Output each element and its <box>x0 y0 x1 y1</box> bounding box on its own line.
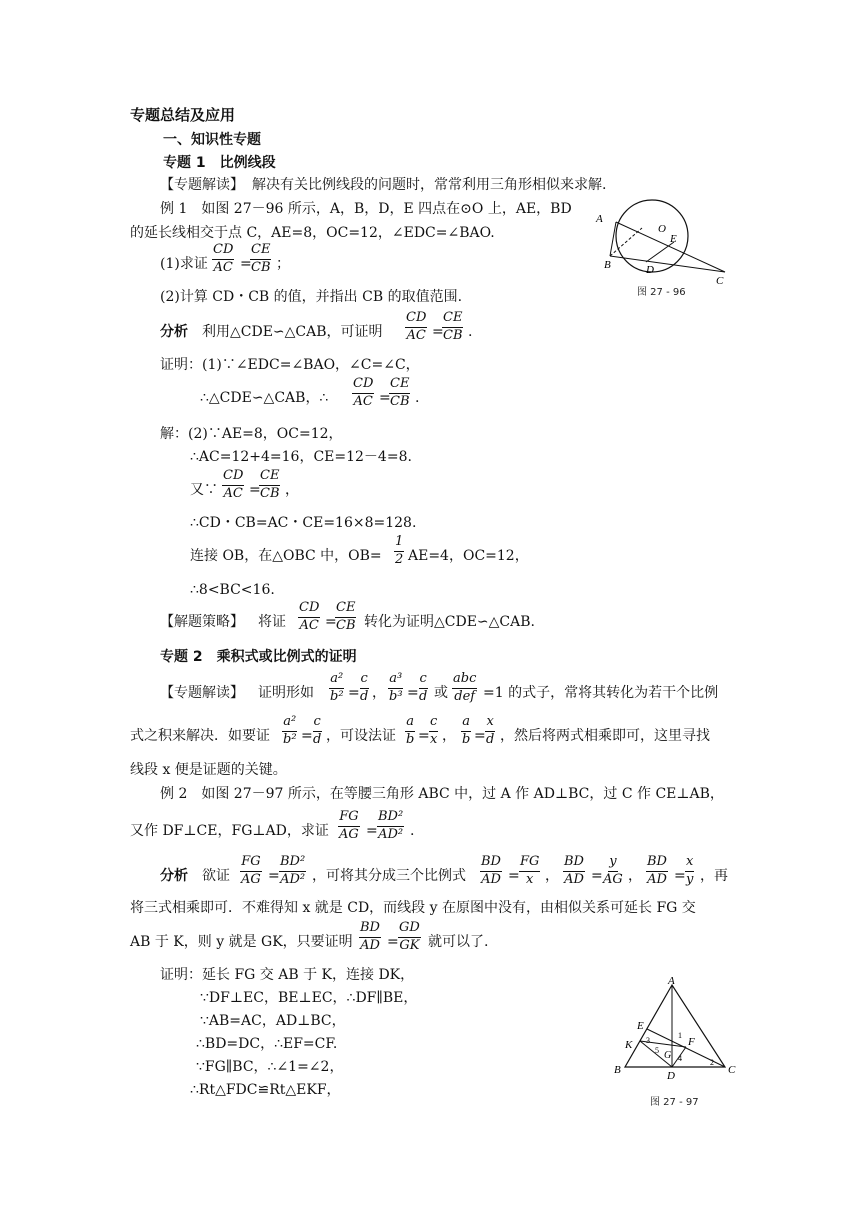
fraction-x-d: x d <box>486 714 495 747</box>
fraction-ce-cb: CE CB <box>251 242 271 275</box>
fraction-bd-ad: BD AD <box>360 920 380 953</box>
example1-line1: 例 1 如图 27－96 所示，A，B，D，E 四点在⊙O 上，AE，BD <box>160 201 572 217</box>
label-B: B <box>604 259 611 271</box>
strategy-text: 转化为证明△CDE∽△CAB. <box>364 614 535 630</box>
figure-caption-97: 图 27 - 97 <box>650 1097 699 1108</box>
fraction-cd-ac: CD AC <box>406 310 427 343</box>
solution-line2: ∴AC=12+4=16，CE=12－4=8. <box>190 449 412 465</box>
section-heading: 一、知识性专题 <box>163 132 261 148</box>
fraction-ce-cb: CE CB <box>336 600 356 633</box>
fraction-cd-ac: CD AC <box>353 376 374 409</box>
figure-27-97 <box>610 975 740 1085</box>
proof2-line5: ∵FG∥BC，∴∠1=∠2， <box>196 1059 344 1075</box>
analysis2-tag: 分析 <box>160 868 188 884</box>
solution-line5b: AE=4，OC=12， <box>408 548 529 564</box>
proof1-line1: 证明：(1)∵∠EDC=∠BAO，∠C=∠C， <box>160 357 420 373</box>
label-A: A <box>668 975 675 987</box>
page-title: 专题总结及应用 <box>130 106 236 124</box>
fraction-cd-ac: CD AC <box>213 242 234 275</box>
fraction-a3-b3: a³ b³ <box>389 671 403 704</box>
label-K: K <box>625 1039 633 1051</box>
label-n3: 3 <box>646 1036 650 1045</box>
label-A: A <box>596 213 603 225</box>
fraction-bd-ad: BD AD <box>564 854 584 887</box>
fraction-c-d: c d <box>419 671 428 704</box>
solution-line1: 解：(2)∵AE=8，OC=12， <box>160 426 343 442</box>
topic1-title: 专题 1 比例线段 <box>163 155 276 171</box>
label-F: F <box>688 1036 695 1048</box>
fraction-x-y: x y <box>686 854 694 887</box>
label-n1: 1 <box>678 1031 682 1040</box>
proof2-line2: ∵DF⊥EC，BE⊥EC，∴DF∥BE， <box>200 990 418 1006</box>
solution-line6: ∴8<BC<16. <box>190 582 275 598</box>
proof2-line3: ∵AB=AC，AD⊥BC， <box>200 1013 346 1029</box>
fraction-one-half: 1 2 <box>395 534 404 567</box>
fraction-ce-cb: CE CB <box>390 376 410 409</box>
question1-prefix: (1)求证 <box>160 256 208 272</box>
solution-line4: ∴CD・CB=AC・CE=16×8=128. <box>190 515 417 531</box>
fraction-bd2-ad2: BD² AD² <box>378 809 404 842</box>
intro2-tag: 【专题解读】 <box>160 685 244 701</box>
fraction-fg-x: FG x <box>520 854 540 887</box>
fraction-gd-gk: GD GK <box>399 920 420 953</box>
figure-caption-96: 图 27 - 96 <box>637 287 686 298</box>
fraction-c-d: c d <box>313 714 322 747</box>
label-G: G <box>664 1050 672 1061</box>
fraction-bd-ad: BD AD <box>481 854 501 887</box>
fraction-fg-ag: FG AG <box>241 854 261 887</box>
label-n2: 2 <box>710 1058 714 1067</box>
question2: (2)计算 CD・CB 的值，并指出 CB 的取值范围. <box>160 289 463 305</box>
fraction-y-ag: y AG <box>603 854 623 887</box>
fraction-a2-b2: a² b² <box>283 714 297 747</box>
label-D: D <box>646 264 654 276</box>
fraction-cd-ac: CD AC <box>223 468 244 501</box>
fraction-bd-ad: BD AD <box>647 854 667 887</box>
fraction-a-b: a b <box>462 714 471 747</box>
strategy-tag: 【解题策略】 <box>160 614 244 630</box>
label-E: E <box>670 233 677 245</box>
example2-line1: 例 2 如图 27－97 所示，在等腰三角形 ABC 中，过 A 作 AD⊥BC，过 C 作 CE⊥AB， <box>160 786 724 802</box>
fraction-fg-ag: FG AG <box>339 809 359 842</box>
fraction-cd-ac: CD AC <box>299 600 320 633</box>
proof2-line4: ∴BD=DC，∴EF=CF. <box>196 1036 338 1052</box>
label-O: O <box>658 223 666 235</box>
label-B: B <box>614 1064 621 1076</box>
fraction-bd2-ad2: BD² AD² <box>280 854 306 887</box>
analysis-tag: 分析 <box>160 324 188 340</box>
intro-tag: 【专题解读】 <box>160 177 244 193</box>
topic2-title: 专题 2 乘积式或比例式的证明 <box>160 649 357 665</box>
fraction-c-x: c x <box>430 714 438 747</box>
fraction-c-d: c d <box>360 671 369 704</box>
label-C: C <box>716 275 724 287</box>
label-n5: 5 <box>655 1046 659 1055</box>
label-D: D <box>667 1070 675 1082</box>
proof2-line6: ∴Rt△FDC≌Rt△EKF， <box>190 1082 341 1098</box>
figure-27-96 <box>590 198 730 288</box>
fraction-ce-cb: CE CB <box>260 468 280 501</box>
analysis-text: 利用△CDE∽△CAB，可证明 <box>202 324 383 340</box>
topic1-intro <box>160 178 606 192</box>
label-n4: 4 <box>678 1054 682 1063</box>
label-C: C <box>728 1064 736 1076</box>
solution-line5a: 连接 OB，在△OBC 中，OB= <box>190 548 382 564</box>
fraction-a-b: a b <box>406 714 415 747</box>
example1-line2: 的延长线相交于点 C，AE=8，OC=12，∠EDC=∠BAO. <box>130 225 495 241</box>
fraction-ce-cb: CE CB <box>443 310 463 343</box>
fraction-abc-def: abc def <box>453 671 477 704</box>
intro-text: 解决有关比例线段的问题时，常常利用三角形相似来求解. <box>252 177 607 193</box>
label-E: E <box>637 1020 644 1032</box>
fraction-a2-b2: a² b² <box>330 671 344 704</box>
proof1-line2: ∴△CDE∽△CAB，∴ <box>200 390 329 406</box>
proof2-line1: 证明：延长 FG 交 AB 于 K，连接 DK， <box>160 967 415 983</box>
solution-line3: 又∵ <box>190 482 218 498</box>
